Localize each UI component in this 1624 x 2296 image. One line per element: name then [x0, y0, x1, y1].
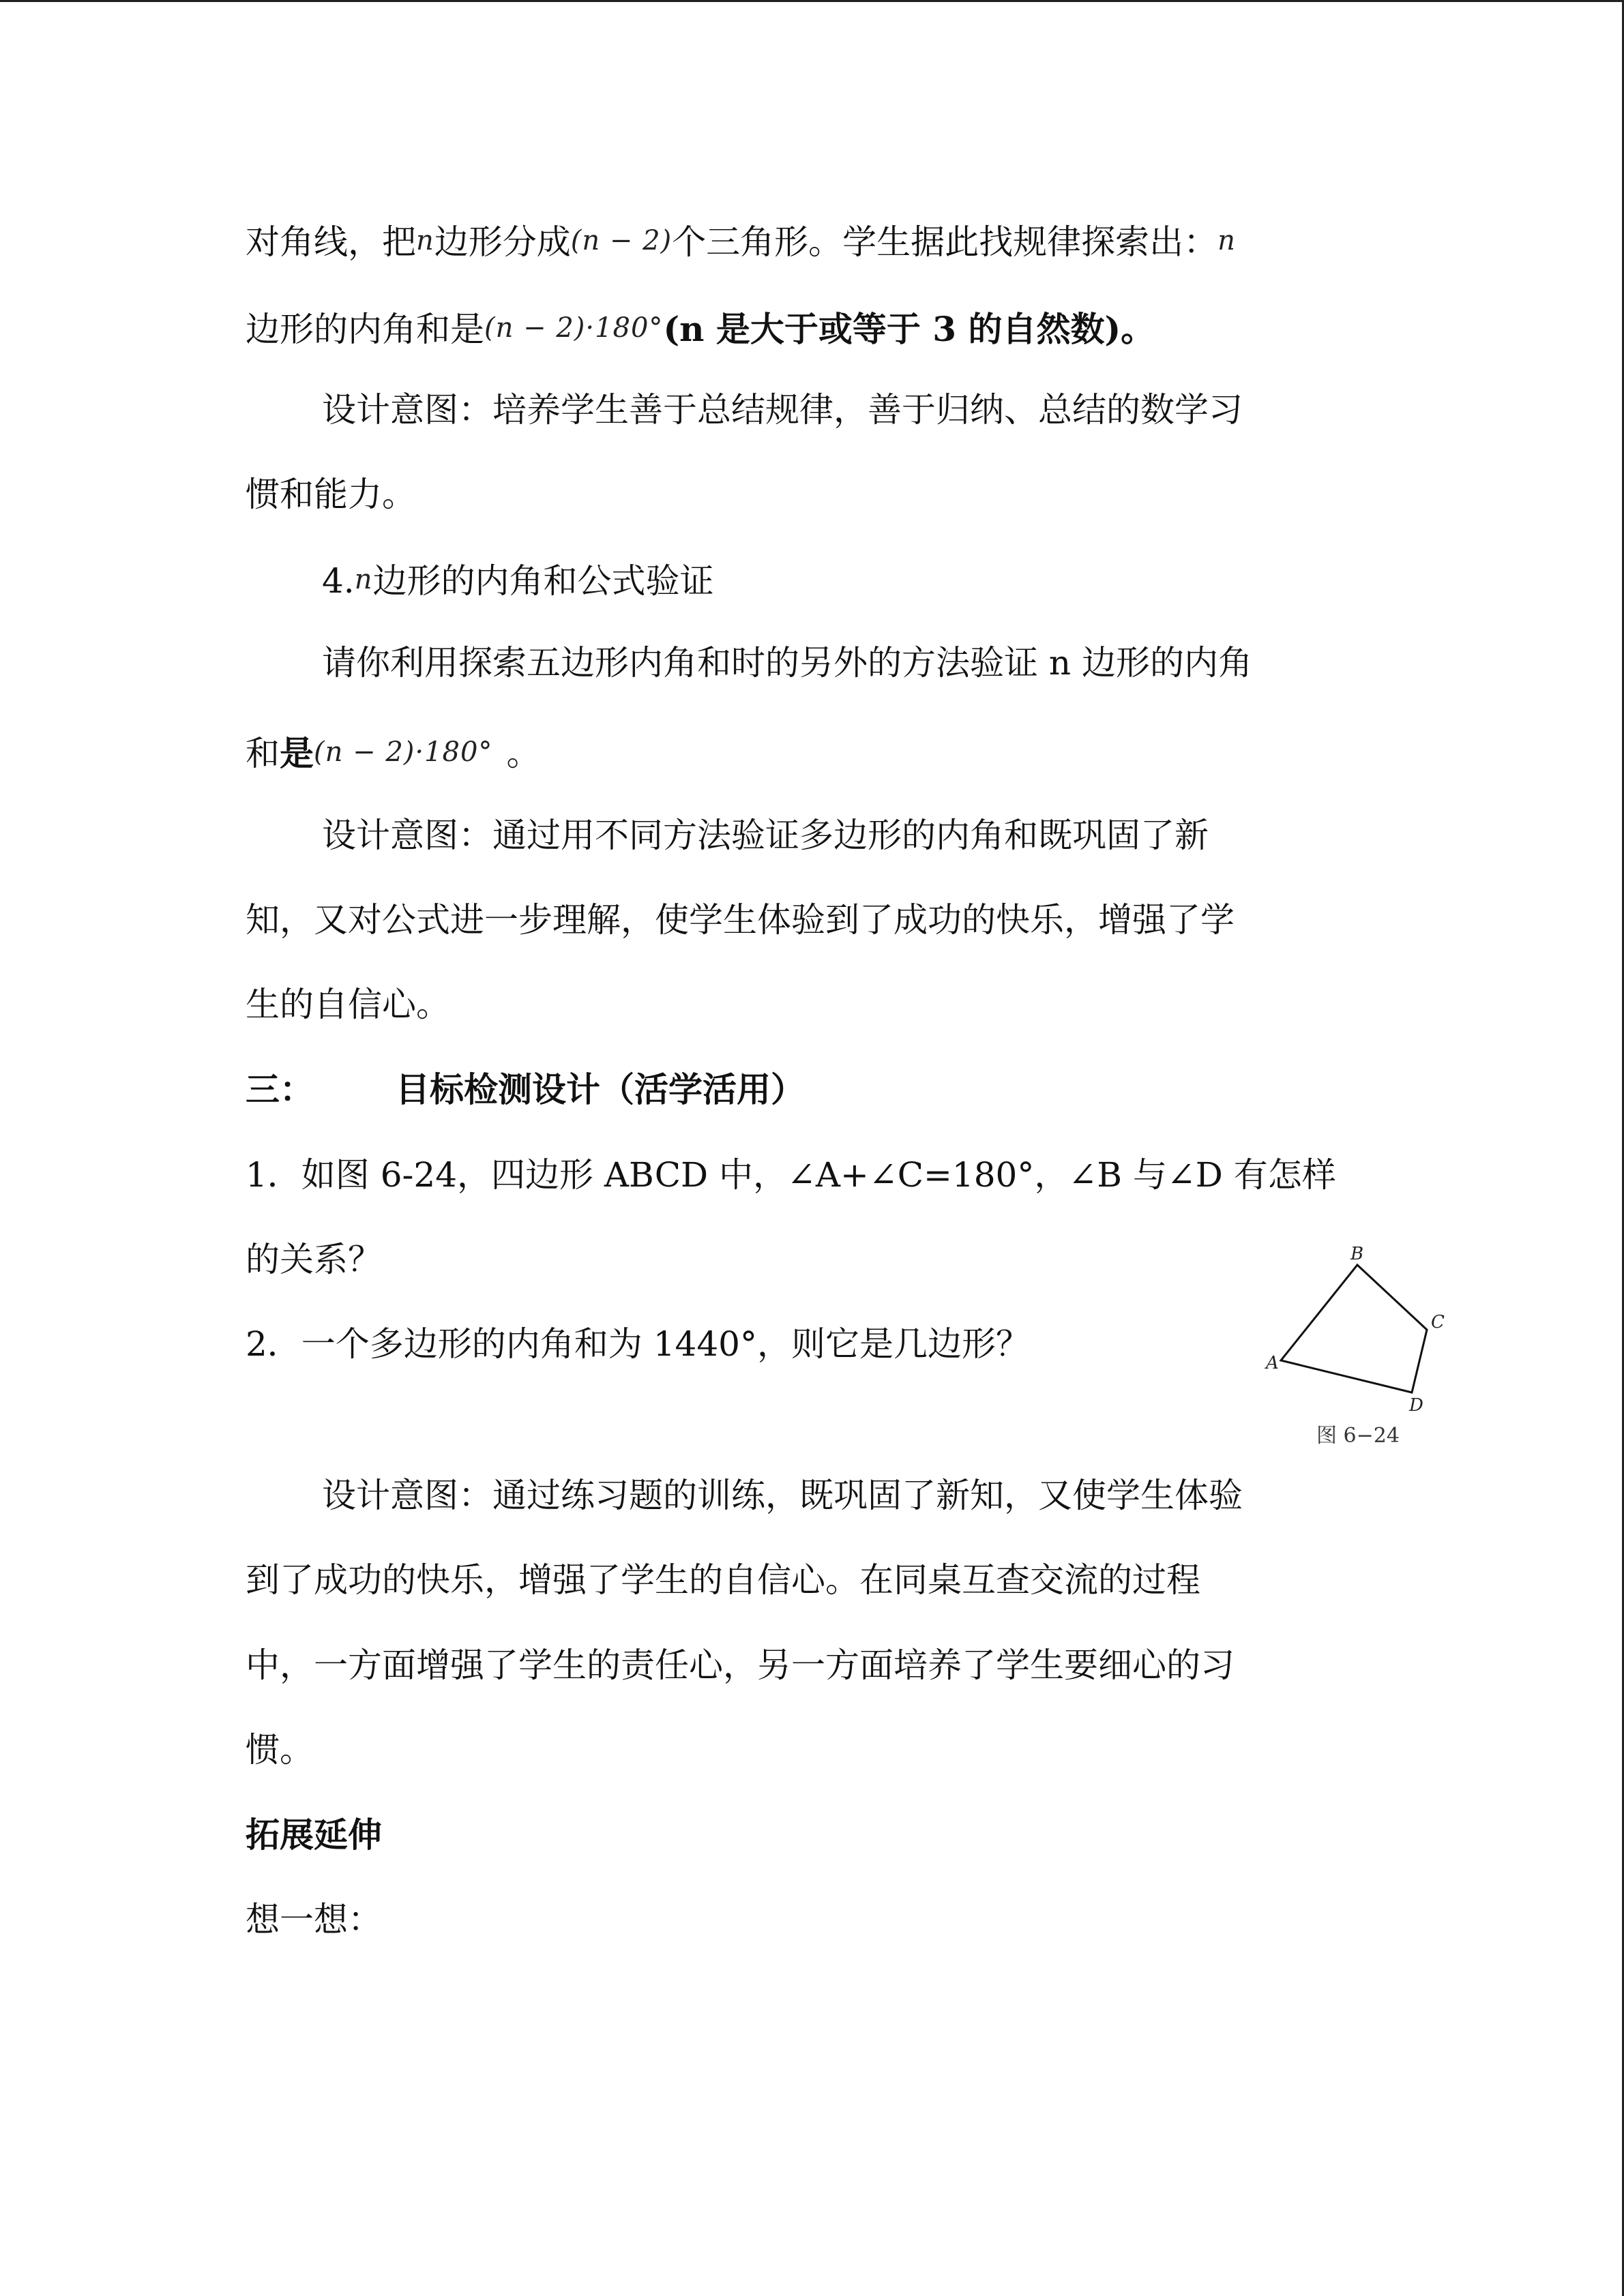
- paragraph-line: [246, 304, 1155, 353]
- text: 。: [506, 734, 541, 773]
- text: 边形的内角和是: [246, 310, 484, 349]
- text: 边形分成: [434, 222, 571, 262]
- extension-prompt: 想一想：: [246, 1900, 382, 1939]
- design-intent-line: 设计意图：培养学生善于总结规律，善于归纳、总结的数学习: [322, 390, 1243, 430]
- bold-text: 是: [280, 733, 314, 773]
- exercise-item: 的关系？: [246, 1240, 382, 1279]
- design-intent-line: 知，又对公式进一步理解，使学生体验到了成功的快乐，增强了学: [246, 900, 1235, 940]
- exercise-item: 2．一个多边形的内角和为 1440°，则它是几边形？: [246, 1324, 1030, 1364]
- design-intent-line: 生的自信心。: [246, 985, 450, 1024]
- quadrilateral-diagram: [1248, 1238, 1466, 1456]
- design-intent-line: 惯。: [246, 1730, 314, 1770]
- subsection-title: [322, 556, 713, 605]
- extension-heading: 拓展延伸: [246, 1815, 382, 1855]
- math-variable-n: n: [1217, 225, 1236, 256]
- math-expression: (n − 2)·180°: [484, 312, 664, 344]
- section-number: 三：: [246, 1069, 314, 1109]
- math-expression: (n − 2): [570, 225, 673, 256]
- section-heading: [246, 1066, 805, 1114]
- math-variable-n: n: [416, 225, 434, 256]
- text: 对角线，把: [246, 222, 416, 262]
- exercise-item: 1．如图 6-24，四边形 ABCD 中，∠A+∠C=180°，∠B 与∠D 有怎样: [246, 1155, 1336, 1195]
- subsection-title-text: 边形的内角和公式验证: [372, 561, 714, 601]
- figure-quadrilateral: [1248, 1238, 1466, 1456]
- paragraph-line: [246, 217, 1236, 266]
- vertex-label-d: D: [1409, 1395, 1423, 1416]
- quadrilateral-abcd: [1281, 1265, 1427, 1392]
- figure-caption: 图 6−24: [1316, 1424, 1400, 1448]
- vertex-label-b: B: [1350, 1244, 1364, 1264]
- vertex-label-a: A: [1266, 1353, 1279, 1373]
- text: 和: [246, 734, 280, 773]
- math-variable-n: n: [354, 564, 373, 595]
- bold-text: (n 是大于或等于 3 的自然数)。: [663, 309, 1155, 349]
- paragraph-line: 请你利用探索五边形内角和时的另外的方法验证 n 边形的内角: [322, 643, 1252, 683]
- subsection-number: 4.: [322, 561, 355, 601]
- vertex-label-c: C: [1431, 1312, 1445, 1332]
- math-expression: (n − 2)·180°: [314, 736, 493, 768]
- design-intent-line: 设计意图：通过练习题的训练，既巩固了新知，又使学生体验: [322, 1476, 1243, 1515]
- design-intent-line: 惯和能力。: [246, 475, 416, 514]
- paragraph-line: [246, 728, 540, 777]
- design-intent-line: 设计意图：通过用不同方法验证多边形的内角和既巩固了新: [322, 816, 1209, 855]
- text: 个三角形。学生据此找规律探索出：: [672, 222, 1218, 262]
- design-intent-line: 中，一方面增强了学生的责任心，另一方面培养了学生要细心的习: [246, 1645, 1235, 1685]
- section-title: 目标检测设计（活学活用）: [396, 1069, 805, 1109]
- design-intent-line: 到了成功的快乐，增强了学生的自信心。在同桌互查交流的过程: [246, 1560, 1200, 1600]
